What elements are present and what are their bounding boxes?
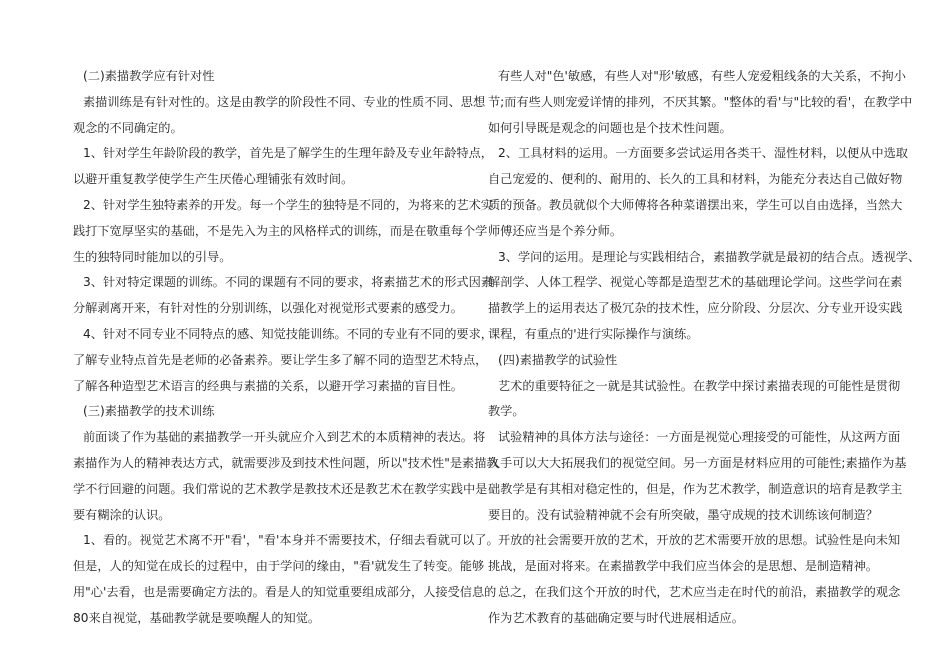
text-line: 80来自视觉，基础教学就是要唤醒人的知觉。: [73, 610, 321, 625]
text-line: 有些人对"色'敏感，有些人对"形'敏感，有些人宠爱粗线条的大关系，不拘小: [498, 69, 906, 83]
text-line: 要目的。没有试验精神就不会有所突破，墨守成规的技术训练该何制造？: [488, 507, 878, 522]
text-line: 试验精神的具体方法与途径：一方面是视觉心理接受的可能性，从这两方面: [498, 430, 901, 445]
text-line: 用"心'去看，也是需要确定方法的。看是人的知觉重要组成部分，人接受信息的: [73, 584, 497, 599]
text-line: 分解剥离开来，有针对性的分别训练，以强化对视觉形式要素的感受力。: [73, 301, 463, 316]
text-line: (二)素描教学应有针对性: [83, 69, 215, 83]
text-line: 础教学是有其相对稳定性的，但是，作为艺术教学，制造意识的培育是教学主: [488, 481, 903, 496]
text-line: 描教学上的运用表达了极冗杂的技术性，应分阶段、分层次、分专业开设实践: [488, 301, 903, 316]
text-line: 学不行回避的问题。我们常说的艺术教学是教技术还是教艺术在教学实践中是: [73, 481, 488, 496]
text-line: 但是，人的知觉在成长的过程中，由于学问的缘由，"看'就发生了转变。能够: [73, 559, 485, 574]
text-line: 入手可以大大拓展我们的视觉空间。另一方面是材料应用的可能性;素描作为基: [488, 455, 907, 470]
left-text-column: [73, 64, 499, 632]
text-line: 观念的不同确定的。: [73, 120, 183, 135]
text-line: 1、针对学生年龄阶段的教学，首先是了解学生的生理年龄及专业年龄特点，: [83, 146, 493, 161]
text-line: 1、看的。视觉艺术离不开"看'，"看'本身并不需要技术，仔细去看就可以了。: [83, 533, 499, 548]
text-line: 素描作为人的精神表达方式，就需要涉及到技术性问题，所以"技术性"是素描教: [73, 455, 499, 470]
text-line: 了解专业特点首先是老师的必备素养。要让学生多了解不同的造型艺术特点，: [73, 352, 488, 367]
text-line: 如何引导既是观念的问题也是个技术性问题。: [488, 120, 732, 135]
text-line: 2、工具材料的运用。一方面要多尝试运用各类干、湿性材料，以便从中选取: [498, 146, 908, 161]
text-line: 践打下宽厚坚实的基础，不是先入为主的风格样式的训练，而是在敬重每个学: [73, 223, 488, 238]
text-line: 素描训练是有针对性的。这是由教学的阶段性不同、专业的性质不同、思想: [83, 94, 486, 109]
text-line: 教学。: [488, 404, 525, 419]
text-line: 生的独特同时能加以的引导。: [73, 249, 232, 264]
text-line: 节;而有些人则宠爱详情的排列，不厌其繁。"整体的看'与"比较的看'，在教学中: [488, 94, 913, 109]
text-line: 2、针对学生独特素养的开发。每一个学生的独特是不同的，为将来的艺术实: [83, 197, 493, 212]
text-line: 以避开重复教学使学生产生厌倦心理铺张有效时间。: [73, 172, 354, 187]
text-line: 挑战，是面对将来。在素描教学中我们应当体会的是思想、是制造精神。: [488, 559, 878, 574]
text-line: (四)素描教学的试验性: [498, 352, 618, 367]
text-line: 3、学问的运用。是理论与实践相结合，素描教学就是最初的结合点。透视学、: [498, 249, 921, 264]
text-line: (三)素描教学的技术训练: [83, 404, 215, 419]
text-line: 要有糊涂的认识。: [73, 507, 171, 522]
right-text-column: [488, 64, 921, 632]
text-line: 总之，在我们这个开放的时代，艺术应当走在时代的前沿，素描教学的观念: [498, 584, 901, 599]
text-line: 自己宠爱的、便利的、耐用的、长久的工具和材料，为能充分表达自己做好物: [488, 172, 903, 187]
text-line: 师傅还应当是个养分师。: [488, 223, 623, 238]
text-line: 解剖学、人体工程学、视觉心等都是造型艺术的基础理论学问。这些学问在素: [488, 275, 903, 290]
text-line: 3、针对特定课题的训练。不同的课题有不同的要求，将素描艺术的形式因素: [83, 275, 493, 290]
text-line: 4、针对不同专业不同特点的感、知觉技能训练。不同的专业有不同的要求，: [83, 326, 493, 341]
text-line: 开放的社会需要开放的艺术，开放的艺术需要开放的思想。试验性是向未知: [498, 533, 901, 548]
text-line: 艺术的重要特征之一就是其试验性。在教学中探讨素描表现的可能性是贯彻: [498, 378, 901, 393]
text-line: 作为艺术教育的基础确定要与时代进展相适应。: [488, 610, 744, 625]
text-line: 质的预备。教员就似个大师傅将各种菜谱摆出来，学生可以自由选择，当然大: [488, 197, 903, 212]
text-line: 了解各种造型艺术语言的经典与素描的关系，以避开学习素描的盲目性。: [73, 378, 463, 393]
text-line: 课程，有重点的'进行实际操作与演练。: [488, 326, 699, 341]
text-line: 前面谈了作为基础的素描教学一开头就应介入到艺术的本质精神的表达。将: [83, 430, 486, 445]
